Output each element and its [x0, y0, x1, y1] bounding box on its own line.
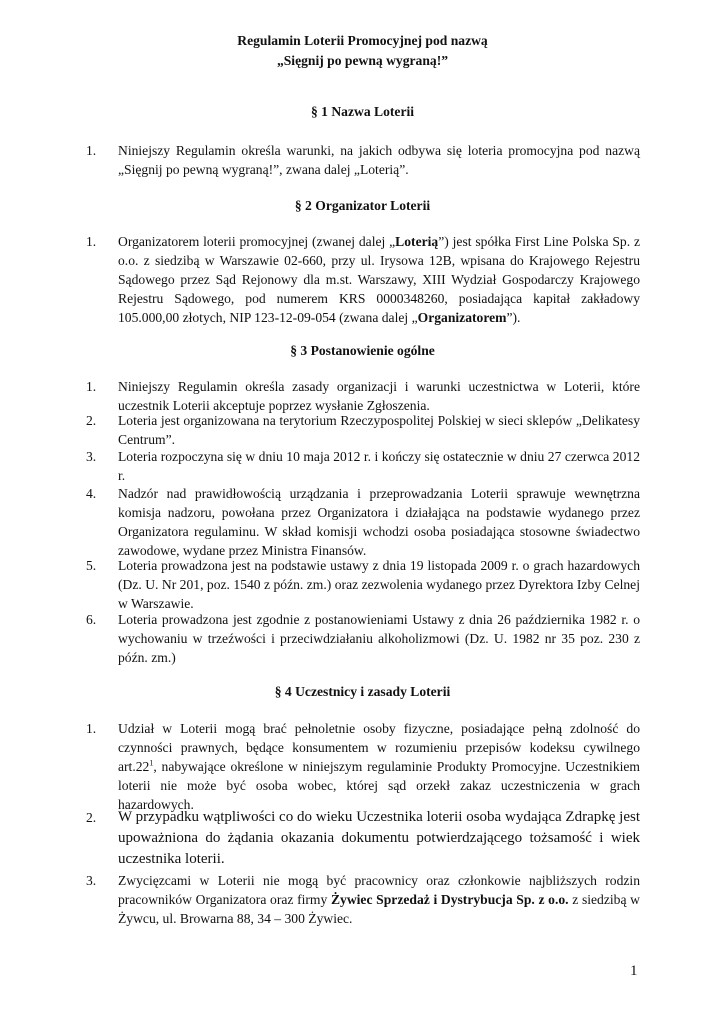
- item-number: 1.: [86, 379, 97, 394]
- item-number: 4.: [86, 486, 97, 501]
- item-text: Niniejszy Regulamin określa warunki, na jakich odbywa się loteria promocyjna pod nazwą „Sięgnij po pewną wygraną!”, zwana dalej „Loterią”.: [118, 143, 640, 177]
- page-number: 1: [630, 963, 638, 979]
- text-part: Organizatorem loterii promocyjnej (zwanej dalej „: [118, 234, 396, 249]
- item-number: 1.: [86, 721, 97, 736]
- item-text: Loteria rozpoczyna się w dniu 10 maja 2012 r. i kończy się ostatecznie w dniu 27 czerwca 2012 r.: [118, 449, 640, 483]
- section-1-item-1: [86, 141, 640, 179]
- superscript: 1: [149, 758, 154, 768]
- item-text: [118, 719, 640, 814]
- section-2-item-1: [86, 232, 640, 327]
- section-4-item-2: [86, 807, 640, 870]
- item-text: Niniejszy Regulamin określa zasady organizacji i warunki uczestnictwa w Loterii, które uczestnik Loterii akceptuje poprzez wysłanie Zgłoszenia.: [118, 379, 640, 413]
- item-text: Nadzór nad prawidłowością urządzania i przeprowadzania Loterii sprawuje wewnętrzna komisja nadzoru, powołana przez Organizatora i działająca na podstawie wydanego przez Organizatora regulaminu. W skład komisji wchodzi osoba posiadająca stosowne świadectwo zawodowe, wydane przez Ministra Finansów.: [118, 486, 640, 558]
- item-text: [118, 232, 640, 327]
- section-3-item-1: [86, 377, 640, 415]
- section-3-heading: § 3 Postanowienie ogólne: [290, 343, 435, 358]
- item-number: 5.: [86, 558, 97, 573]
- item-text: Loteria prowadzona jest zgodnie z postanowieniami Ustawy z dnia 26 października 1982 r. o wychowaniu w trzeźwości i przeciwdziałaniu alkoholizmowi (Dz. U. 1982 nr 35 poz. 230 z późn. zm.): [118, 612, 640, 665]
- document-title-line-1: Regulamin Loterii Promocyjnej pod nazwą: [237, 33, 488, 48]
- item-number: 2.: [86, 413, 97, 428]
- bold-term-organizator: Organizatorem: [417, 310, 507, 325]
- text-part: ”) jest spółka First Line Polska Sp. z o.o. z siedzibą w Warszawie 02-660, przy ul. Irysowa 12B, wpisana do Krajowego Rejestru Sądowego przez Sąd Rejonowy dla m.st. Warszawy, XIII Wydział Gospodarczy Krajowego Rejestru Sądowego, pod numerem KRS 0000348260, posiadająca kapitał zakładowy 105.000,00 złotych, NIP 123-12-09-054 (zwana dalej „: [118, 234, 640, 325]
- text-part: ”).: [506, 310, 521, 325]
- item-text: Loteria prowadzona jest na podstawie ustawy z dnia 19 listopada 2009 r. o grach hazardowych (Dz. U. Nr 201, poz. 1540 z późn. zm.) oraz zezwolenia wydanego przez Dyrektora Izby Celnej w Warszawie.: [118, 558, 640, 611]
- text-part: , nabywające określone w niniejszym regulaminie Produkty Promocyjne. Uczestnikiem loterii nie może być osoba wobec, której sąd orzekł zakaz uczestniczenia w grach hazardowych.: [118, 759, 640, 812]
- text-part: z siedzibą w Żywcu, ul. Browarna 88, 34 – 300 Żywiec.: [118, 892, 640, 926]
- item-number: 1.: [86, 143, 97, 158]
- text-part: Udział w Loterii mogą brać pełnoletnie osoby fizyczne, posiadające pełną zdolność do czynności prawnych, będące konsumentem w rozumieniu przepisów kodeksu cywilnego art.22: [118, 721, 640, 774]
- section-2-heading: § 2 Organizator Loterii: [294, 198, 431, 213]
- item-text: Loteria jest organizowana na terytorium Rzeczypospolitej Polskiej w sieci sklepów „Delikatesy Centrum”.: [118, 413, 640, 447]
- section-4-item-1: [86, 719, 640, 814]
- section-3-item-4: [86, 484, 640, 560]
- bold-term-loteria: Loterią: [395, 234, 439, 249]
- text-part: Zwycięzcami w Loterii nie mogą być pracownicy oraz członkowie najbliższych rodzin pracowników Organizatora oraz firmy: [118, 873, 640, 907]
- item-number: 3.: [86, 449, 97, 464]
- section-3-item-2: [86, 411, 640, 449]
- section-3-item-6: [86, 610, 640, 667]
- item-number: 6.: [86, 612, 97, 627]
- item-number: 1.: [86, 234, 97, 249]
- bold-company-name: Żywiec Sprzedaż i Dystrybucja Sp. z o.o.: [330, 892, 569, 907]
- section-3-item-5: [86, 556, 640, 613]
- item-text: [118, 871, 640, 928]
- section-4-heading: § 4 Uczestnicy i zasady Loterii: [274, 684, 451, 699]
- section-3-item-3: [86, 447, 640, 485]
- item-number: 3.: [86, 873, 97, 888]
- section-4-item-3: [86, 871, 640, 928]
- item-text: W przypadku wątpliwości co do wieku Uczestnika loterii osoba wydająca Zdrapkę jest upoważniona do żądania okazania dokumentu potwierdzającego tożsamość i wiek uczestnika loterii.: [118, 809, 640, 867]
- document-title-line-2: „Sięgnij po pewną wygraną!”: [276, 53, 449, 68]
- item-number: 2.: [86, 810, 97, 825]
- section-1-heading: § 1 Nazwa Loterii: [310, 104, 415, 119]
